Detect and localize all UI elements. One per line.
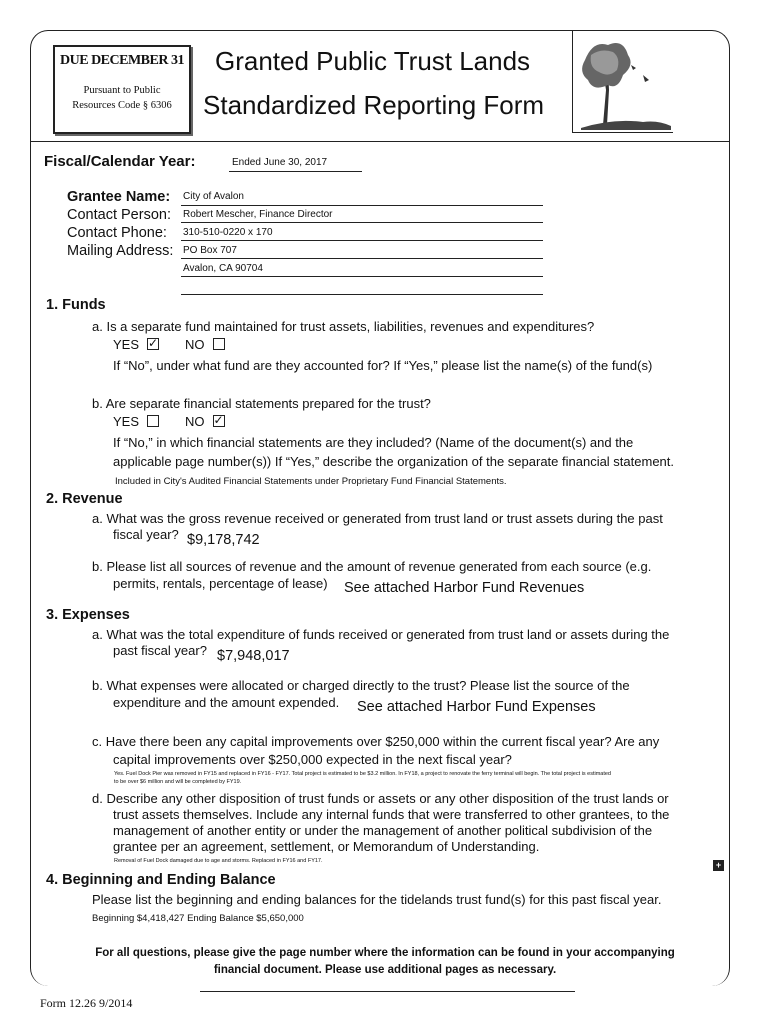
fiscal-year-label: Fiscal/Calendar Year:	[44, 153, 196, 170]
due-date-subtitle: Pursuant to Public Resources Code § 6306	[72, 85, 172, 111]
grantee-name-label: Grantee Name:	[67, 189, 171, 205]
contact-person-label: Contact Person:	[67, 207, 171, 223]
form-title-line2: Standardized Reporting Form	[203, 90, 545, 120]
funds-b-followup-line1: If “No,” in which financial statements are they included? (Name of the document(s) and the	[113, 435, 634, 450]
footer-note-line1: For all questions, please give the page number where the information can be found in your accompanying	[95, 947, 675, 959]
contact-person-underline	[181, 222, 543, 223]
footer-note-line2: financial document. Please use additional pages as necessary.	[213, 964, 557, 976]
funds-a-no-checkbox[interactable]	[213, 338, 225, 350]
funds-a-yes-checkbox[interactable]	[147, 338, 159, 350]
mailing-address-underline1	[181, 258, 543, 259]
form-title-line1: Granted Public Trust Lands	[215, 46, 531, 76]
due-date-box	[53, 45, 191, 134]
footer-rule	[200, 991, 575, 992]
balance-question: Please list the beginning and ending balances for the tidelands trust fund(s) for this past fiscal year.	[92, 892, 662, 907]
revenue-question-b-line1: b. Please list all sources of revenue and the amount of revenue generated from each source (e.g.	[92, 559, 652, 574]
funds-b-no-option[interactable]: NO✓	[185, 413, 225, 430]
balance-answer[interactable]: Beginning $4,418,427 Ending Balance $5,650,000	[92, 913, 304, 924]
contact-phone-underline	[181, 240, 543, 241]
mailing-address-line2[interactable]: Avalon, CA 90704	[183, 263, 263, 274]
header-divider	[30, 141, 730, 142]
revenue-question-a-line1: a. What was the gross revenue received or generated from trust land or trust assets during the past	[92, 511, 663, 526]
funds-a-followup: If “No”, under what fund are they accounted for? If “Yes,” please list the name(s) of the fund(s)	[113, 358, 653, 373]
contact-phone-value[interactable]: 310-510-0220 x 170	[183, 227, 273, 238]
funds-question-a: a. Is a separate fund maintained for trust assets, liabilities, revenues and expenditures?	[92, 319, 595, 334]
mailing-address-label: Mailing Address:	[67, 243, 174, 259]
mailing-address-underline3	[181, 294, 543, 295]
expenses-question-c-line2: capital improvements over $250,000 expected in the next fiscal year?	[113, 752, 512, 767]
funds-b-answer[interactable]: Included in City's Audited Financial Statements under Proprietary Fund Financial Statements.	[115, 476, 507, 487]
section-balance-heading: 4. Beginning and Ending Balance	[46, 872, 276, 888]
funds-b-yes-checkbox[interactable]	[147, 415, 159, 427]
funds-b-followup-line2: applicable page number(s)) If “Yes,” describe the organization of the separate financial statement.	[113, 454, 675, 469]
expenses-question-d-line4: grantee per an agreement, settlement, or Memorandum of Understanding.	[113, 839, 540, 854]
expenses-c-answer-line1[interactable]: Yes. Fuel Dock Pier was removed in FY15 and replaced in FY16 - FY17. Total project is estimated to be $3.2 million. In FY18, a project to renovate the ferry terminal will begin. The total project is estimated	[114, 771, 611, 777]
expenses-question-a-line2: past fiscal year?	[113, 643, 207, 658]
mailing-address-line1[interactable]: PO Box 707	[183, 245, 237, 256]
expenses-question-a-line1: a. What was the total expenditure of funds received or generated from trust land or assets during the	[92, 627, 670, 642]
expenses-b-answer[interactable]: See attached Harbor Fund Expenses	[357, 699, 596, 715]
revenue-a-answer[interactable]: $9,178,742	[187, 532, 260, 548]
due-date-title: DUE DECEMBER 31	[60, 53, 184, 68]
funds-a-no-option[interactable]: NO	[185, 336, 225, 353]
expenses-d-answer[interactable]: Removal of Fuel Dock damaged due to age and storms. Replaced in FY16 and FY17.	[114, 858, 323, 864]
grantee-name-underline	[181, 205, 543, 206]
expenses-question-d-line2: trust assets themselves. Include any internal funds that were transferred to other grantees, to the	[113, 807, 670, 822]
grantee-name-value[interactable]: City of Avalon	[183, 191, 244, 202]
contact-phone-label: Contact Phone:	[67, 225, 167, 241]
funds-a-yes-option[interactable]: YES✓	[113, 336, 159, 353]
section-revenue-heading: 2. Revenue	[46, 491, 123, 507]
funds-b-yes-option[interactable]: YES	[113, 413, 159, 430]
expenses-question-b-line2: expenditure and the amount expended.	[113, 695, 340, 710]
revenue-question-a-line2: fiscal year?	[113, 527, 179, 542]
section-funds-heading: 1. Funds	[46, 297, 106, 313]
funds-b-no-checkbox[interactable]	[213, 415, 225, 427]
plus-icon[interactable]: +	[713, 860, 724, 871]
tree-landscape-icon	[572, 30, 673, 133]
expenses-question-d-line1: d. Describe any other disposition of trust funds or assets or any other disposition of the trust lands or	[92, 791, 669, 806]
fiscal-year-underline	[229, 171, 362, 172]
section-expenses-heading: 3. Expenses	[46, 607, 130, 623]
form-number: Form 12.26 9/2014	[40, 996, 133, 1010]
fiscal-year-value[interactable]: Ended June 30, 2017	[232, 157, 328, 168]
contact-person-value[interactable]: Robert Mescher, Finance Director	[183, 209, 333, 220]
expenses-question-c-line1: c. Have there been any capital improvements over $250,000 within the current fiscal year? Are any	[92, 734, 660, 749]
mailing-address-underline2	[181, 276, 543, 277]
revenue-b-answer[interactable]: See attached Harbor Fund Revenues	[344, 580, 585, 596]
expenses-c-answer-line2[interactable]: to be over $6 million and will be completed by FY19.	[114, 779, 242, 785]
expenses-question-d-line3: management of another entity or under the management of another political subdivision of the	[113, 823, 653, 838]
revenue-question-b-line2: permits, rentals, percentage of lease)	[113, 576, 328, 591]
expenses-a-answer[interactable]: $7,948,017	[217, 648, 290, 664]
funds-question-b: b. Are separate financial statements prepared for the trust?	[92, 396, 431, 411]
expenses-question-b-line1: b. What expenses were allocated or charged directly to the trust? Please list the source of the	[92, 678, 630, 693]
